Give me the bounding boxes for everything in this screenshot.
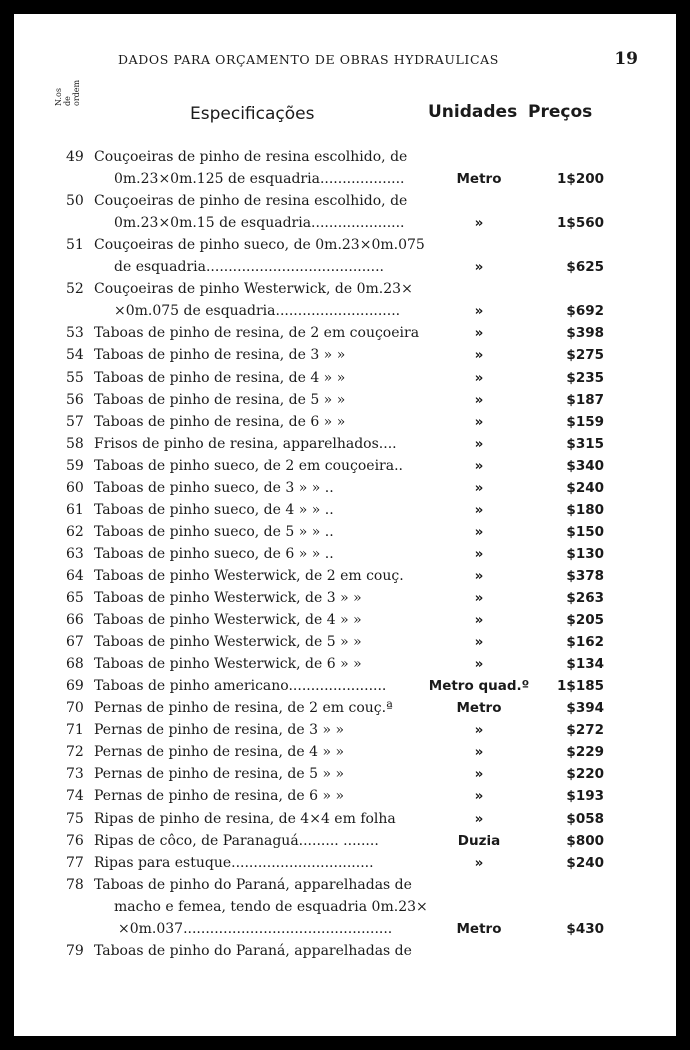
unit-value: » xyxy=(474,810,484,827)
specification-text: Taboas de pinho sueco, de 5 » » .. xyxy=(94,523,334,540)
order-number: 49 xyxy=(66,149,84,165)
list-item-line xyxy=(14,852,676,874)
list-item-line xyxy=(14,565,676,587)
price-value: $235 xyxy=(566,369,604,386)
price-value: $398 xyxy=(566,325,604,342)
unit-value: » xyxy=(474,325,484,342)
order-header-line-2: de xyxy=(63,96,72,106)
specification-text: Ripas para estuque................................ xyxy=(94,854,374,871)
unit-value: » xyxy=(474,391,484,408)
order-number: 72 xyxy=(66,744,84,761)
unit-value: » xyxy=(474,523,484,540)
price-value: $130 xyxy=(566,545,604,562)
unit-value: » xyxy=(474,479,484,496)
list-item-line xyxy=(14,697,676,719)
unit-value: » xyxy=(474,656,484,673)
unit-value: » xyxy=(474,722,484,739)
price-value: $378 xyxy=(566,567,604,584)
specification-text: Taboas de pinho do Paraná, apparelhadas de xyxy=(94,876,412,893)
order-number: 73 xyxy=(66,766,84,783)
price-value: $150 xyxy=(566,523,604,540)
list-item-line xyxy=(14,389,676,411)
unit-value: » xyxy=(474,259,484,276)
unit-value: » xyxy=(474,347,484,364)
price-value: $240 xyxy=(566,854,604,871)
list-item-line xyxy=(14,785,676,807)
order-number: 66 xyxy=(66,612,84,629)
order-number: 77 xyxy=(66,854,84,871)
list-item-line xyxy=(14,411,676,433)
specification-text: Taboas de pinho sueco, de 6 » » .. xyxy=(94,545,334,562)
unit-value: » xyxy=(474,413,484,430)
price-value: $187 xyxy=(566,391,604,408)
order-number: 51 xyxy=(66,237,84,254)
price-value: $315 xyxy=(566,435,604,452)
specification-text: Pernas de pinho de resina, de 3 » » xyxy=(94,722,345,739)
list-item-line xyxy=(14,543,676,565)
specification-text: Ripas de pinho de resina, de 4×4 em folha xyxy=(94,810,396,827)
specification-text: Taboas de pinho sueco, de 2 em couçoeira.. xyxy=(94,457,403,474)
unit-value: » xyxy=(474,567,484,584)
list-item-line xyxy=(14,367,676,389)
price-value: $058 xyxy=(566,810,604,827)
price-value: $159 xyxy=(566,413,604,430)
unit-value: » xyxy=(474,854,484,871)
list-item-line xyxy=(14,477,676,499)
specification-text: Pernas de pinho de resina, de 6 » » xyxy=(94,788,345,805)
list-item-line xyxy=(14,146,676,168)
specification-text: Taboas de pinho Westerwick, de 4 » » xyxy=(94,612,362,629)
order-number: 79 xyxy=(66,942,84,959)
order-number: 52 xyxy=(66,281,84,298)
unit-value: » xyxy=(474,545,484,562)
unit-value: Metro xyxy=(456,700,502,717)
order-column-header xyxy=(54,79,94,106)
list-item-line xyxy=(14,455,676,477)
order-number: 57 xyxy=(66,413,84,430)
price-value: $263 xyxy=(566,590,604,606)
price-value: $394 xyxy=(566,700,604,717)
specification-text: Taboas de pinho do Paraná, apparelhadas de xyxy=(94,942,412,959)
specification-text: Taboas de pinho de resina, de 3 » » xyxy=(94,347,346,364)
list-item-line xyxy=(14,830,676,852)
list-item-line xyxy=(14,499,676,521)
specification-text: Taboas de pinho Westerwick, de 5 » » xyxy=(94,634,362,651)
specification-text: Taboas de pinho americano...................... xyxy=(94,678,387,695)
price-value: $430 xyxy=(566,920,604,937)
unit-value: » xyxy=(474,435,484,452)
list-item-line xyxy=(14,344,676,366)
order-number: 53 xyxy=(66,325,84,342)
order-number: 64 xyxy=(66,567,84,584)
book-page xyxy=(14,14,676,1036)
price-value: 1$200 xyxy=(557,171,604,188)
unit-value: Metro quad.º xyxy=(428,678,530,695)
list-item-line xyxy=(14,763,676,785)
specification-text: macho e femea, tendo de esquadria 0m.23× xyxy=(114,898,428,915)
specification-text: Taboas de pinho de resina, de 5 » » xyxy=(94,391,346,408)
specification-text: Taboas de pinho sueco, de 4 » » .. xyxy=(94,501,334,518)
order-number: 62 xyxy=(66,523,84,540)
price-value: 1$185 xyxy=(557,678,604,695)
list-item-line xyxy=(14,322,676,344)
unit-value: » xyxy=(474,215,484,232)
order-number: 59 xyxy=(66,457,84,474)
price-value: $272 xyxy=(566,722,604,739)
specification-text: Ripas de côco, de Paranaguá......... ........ xyxy=(94,832,379,849)
order-number: 58 xyxy=(66,435,84,452)
order-number: 74 xyxy=(66,788,84,805)
order-number: 54 xyxy=(66,347,84,364)
specification-text: Pernas de pinho de resina, de 4 » » xyxy=(94,744,345,761)
price-value: $205 xyxy=(566,612,604,629)
specification-text: Couçoeiras de pinho de resina escolhido, de xyxy=(94,149,408,165)
specification-text: Pernas de pinho de resina, de 2 em couç.ª xyxy=(94,700,393,717)
unit-value: » xyxy=(474,369,484,386)
order-number: 50 xyxy=(66,193,84,210)
specification-text: 0m.23×0m.15 de esquadria..................... xyxy=(114,215,405,232)
specification-text: Frisos de pinho de resina, apparelhados.... xyxy=(94,435,397,452)
order-number: 55 xyxy=(66,369,84,386)
specification-text: Taboas de pinho Westerwick, de 6 » » xyxy=(94,656,362,673)
list-item-line xyxy=(14,190,676,212)
list-item-line xyxy=(14,653,676,675)
specification-text: Taboas de pinho de resina, de 4 » » xyxy=(94,369,346,386)
running-head-title: DADOS PARA ORÇAMENTO DE OBRAS HYDRAULICAS xyxy=(118,52,499,67)
order-number: 56 xyxy=(66,391,84,408)
specification-text: ×0m.075 de esquadria............................ xyxy=(114,303,401,320)
order-number: 70 xyxy=(66,700,84,717)
order-number: 75 xyxy=(66,810,84,827)
list-item-line xyxy=(14,278,676,300)
specification-text: Taboas de pinho sueco, de 3 » » .. xyxy=(94,479,334,496)
list-item-line xyxy=(14,521,676,543)
specification-text: ×0m.037............................................... xyxy=(118,920,393,937)
order-number: 65 xyxy=(66,590,84,606)
unit-value: » xyxy=(474,788,484,805)
specification-text: Taboas de pinho Westerwick, de 2 em couç. xyxy=(94,567,404,584)
order-number: 63 xyxy=(66,545,84,562)
list-item-line xyxy=(14,433,676,455)
order-number: 68 xyxy=(66,656,84,673)
unit-value: » xyxy=(474,744,484,761)
price-value: $240 xyxy=(566,479,604,496)
price-value: $180 xyxy=(566,501,604,518)
price-value: $625 xyxy=(566,259,604,276)
unit-column-header: Unidades xyxy=(428,102,518,122)
order-number: 76 xyxy=(66,832,84,849)
unit-value: Duzia xyxy=(457,832,501,849)
list-item-line xyxy=(14,609,676,631)
price-value: $275 xyxy=(566,347,604,364)
order-number: 61 xyxy=(66,501,84,518)
order-number: 71 xyxy=(66,722,84,739)
list-item-line xyxy=(14,256,676,278)
unit-value: » xyxy=(474,612,484,629)
price-value: $134 xyxy=(566,656,604,673)
price-value: $800 xyxy=(566,832,604,849)
specification-text: Couçoeiras de pinho sueco, de 0m.23×0m.075 xyxy=(94,237,425,254)
spec-column-header: Especificações xyxy=(190,104,315,124)
price-value: $229 xyxy=(566,744,604,761)
list-item-line xyxy=(14,808,676,830)
specification-text: Taboas de pinho de resina, de 2 em couçoeira xyxy=(94,325,420,342)
unit-value: » xyxy=(474,634,484,651)
specification-text: de esquadria........................................ xyxy=(114,259,384,276)
unit-value: Metro xyxy=(456,171,502,188)
unit-value: » xyxy=(474,590,484,606)
unit-value: » xyxy=(474,766,484,783)
price-value: $692 xyxy=(566,303,604,320)
list-item-line xyxy=(14,874,676,896)
order-number: 69 xyxy=(66,678,84,695)
list-item-line xyxy=(14,631,676,653)
unit-value: » xyxy=(474,501,484,518)
price-value: $220 xyxy=(566,766,604,783)
order-number: 67 xyxy=(66,634,84,651)
specification-text: 0m.23×0m.125 de esquadria................... xyxy=(114,171,405,188)
list-item-line xyxy=(14,940,676,962)
unit-value: » xyxy=(474,303,484,320)
order-number: 78 xyxy=(66,876,84,893)
order-number: 60 xyxy=(66,479,84,496)
price-value: $340 xyxy=(566,457,604,474)
price-column-header: Preços xyxy=(528,102,593,122)
price-value: $193 xyxy=(566,788,604,805)
specification-text: Taboas de pinho Westerwick, de 3 » » xyxy=(94,590,362,606)
list-item-line xyxy=(14,675,676,697)
list-item-line xyxy=(14,587,676,609)
price-value: 1$560 xyxy=(557,215,604,232)
list-item-line xyxy=(14,234,676,256)
specification-text: Couçoeiras de pinho Westerwick, de 0m.23× xyxy=(94,281,413,298)
list-item-line xyxy=(14,168,676,190)
page-number: 19 xyxy=(614,49,638,69)
running-head xyxy=(118,49,638,74)
list-item-line xyxy=(14,719,676,741)
list-item-line xyxy=(14,918,676,940)
unit-value: » xyxy=(474,457,484,474)
list-item-line xyxy=(14,300,676,322)
unit-value: Metro xyxy=(456,920,502,937)
specification-text: Couçoeiras de pinho de resina escolhido, de xyxy=(94,193,408,210)
list-item-line xyxy=(14,212,676,234)
order-header-line-1: N.os xyxy=(54,88,63,106)
specification-text: Pernas de pinho de resina, de 5 » » xyxy=(94,766,345,783)
specification-text: Taboas de pinho de resina, de 6 » » xyxy=(94,413,346,430)
price-value: $162 xyxy=(566,634,604,651)
order-header-line-3: ordem xyxy=(72,79,81,106)
list-item-line xyxy=(14,741,676,763)
list-item-line xyxy=(14,896,676,918)
